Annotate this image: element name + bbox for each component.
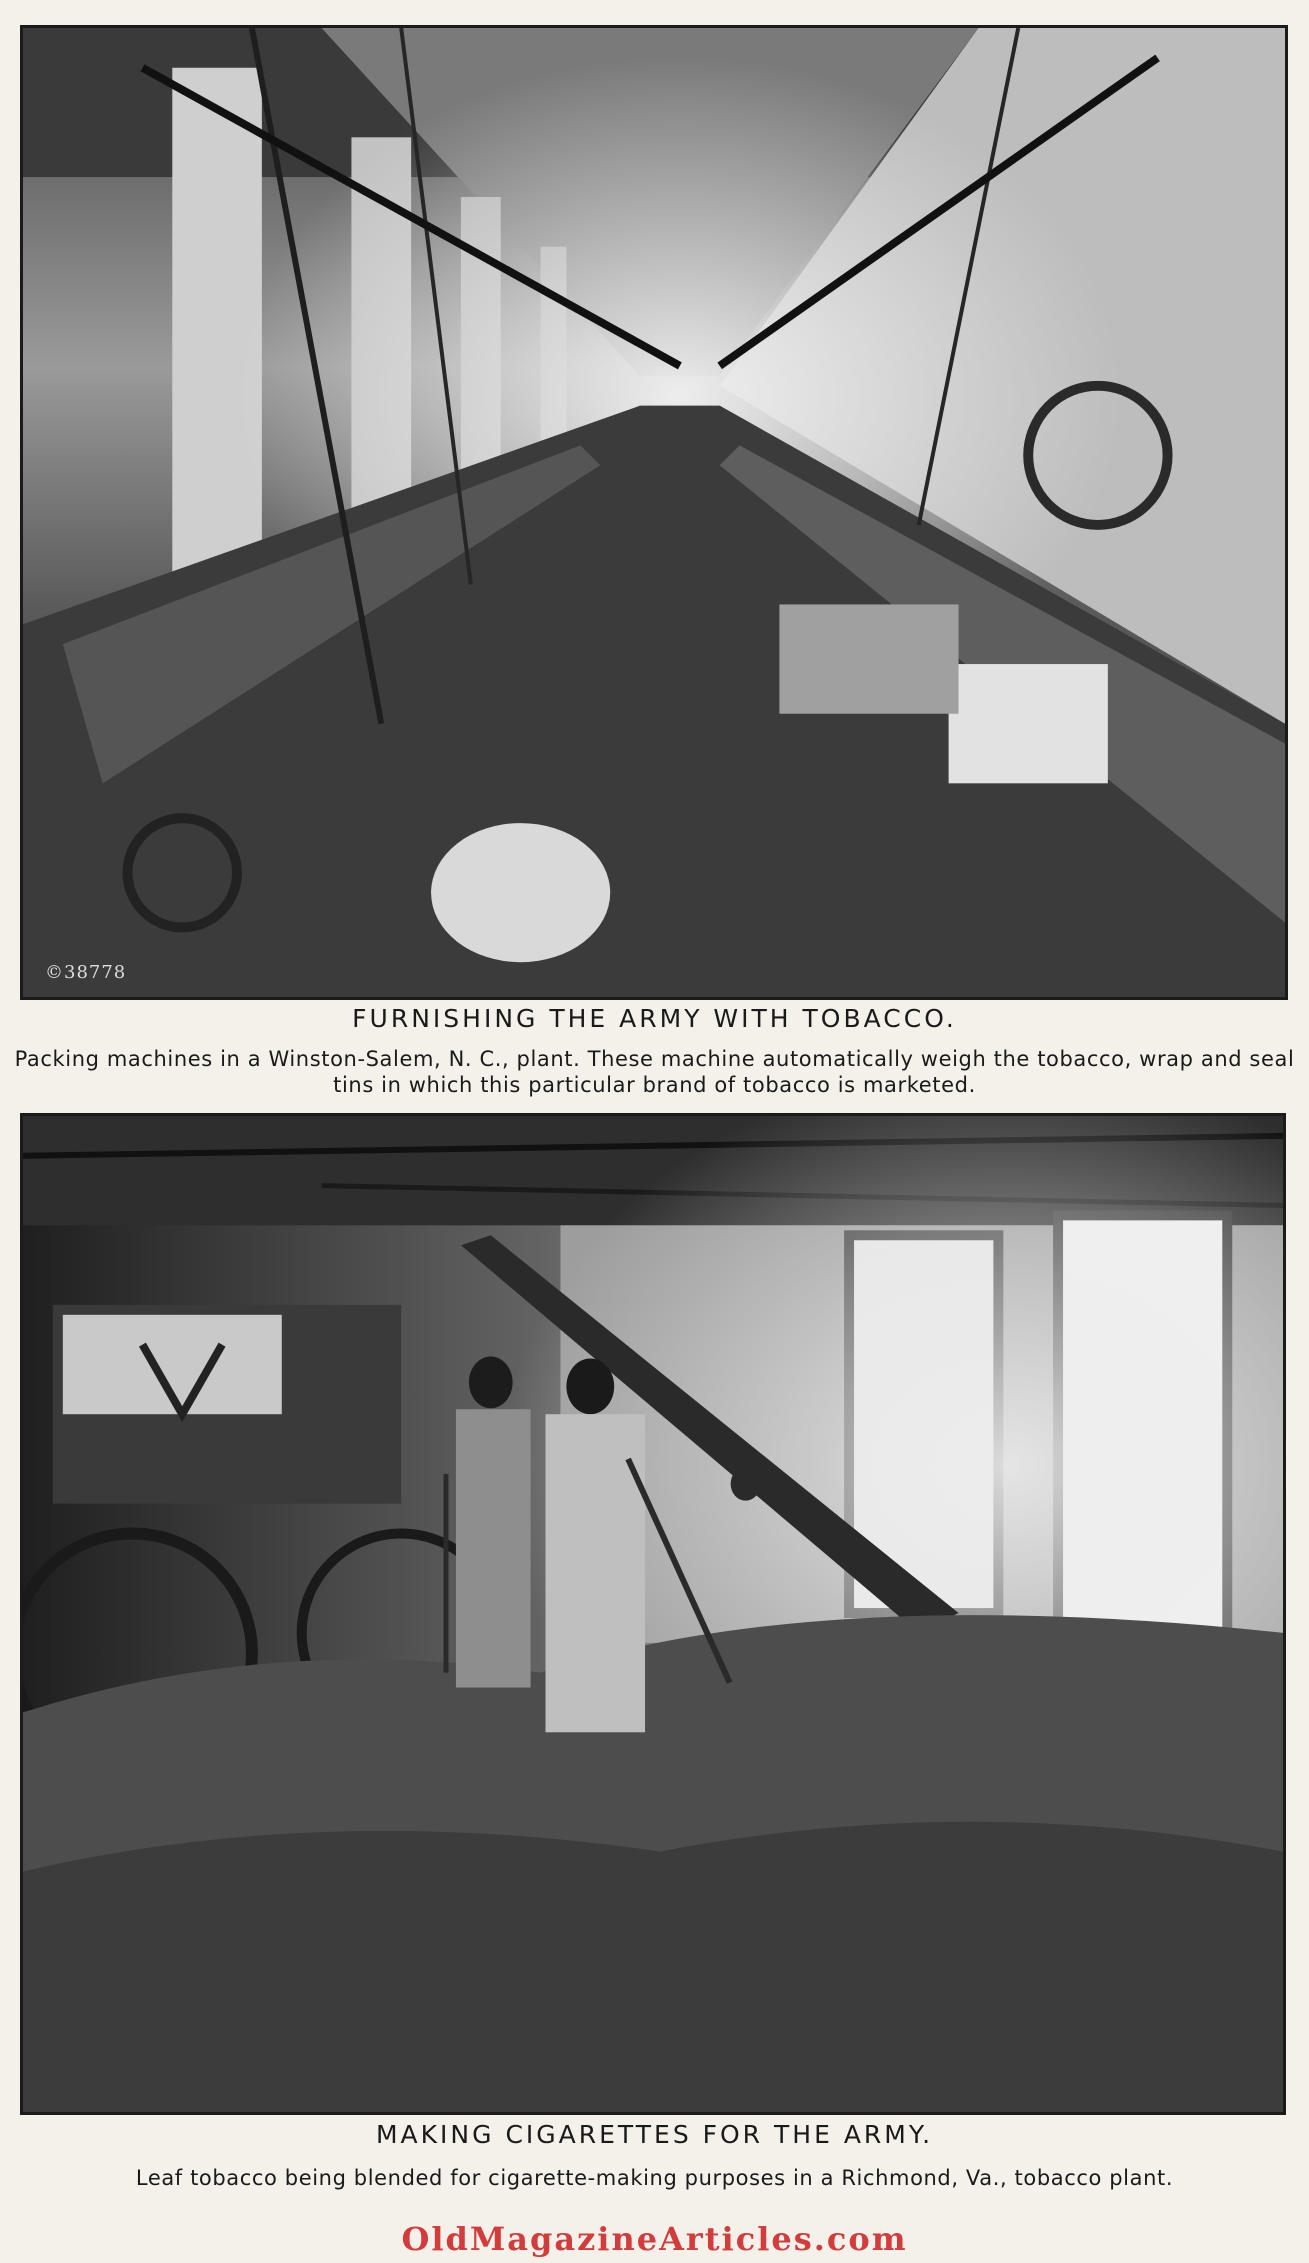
factory-machines-photo bbox=[20, 25, 1288, 1000]
photo1-caption: Packing machines in a Winston-Salem, N. C., plant. These machine automatically weigh the tobacco, wrap and seal tins in which this particular brand of tobacco is marketed. bbox=[14, 1047, 1295, 1097]
tobacco-blending-photo bbox=[20, 1113, 1286, 2115]
photo2-title: MAKING CIGARETTES FOR THE ARMY. bbox=[375, 2120, 934, 2149]
photo-number: ©38778 bbox=[45, 962, 127, 983]
photo1-title: FURNISHING THE ARMY WITH TOBACCO. bbox=[352, 1004, 957, 1033]
site-watermark: OldMagazineArticles.com bbox=[401, 2220, 908, 2258]
photo2-caption: Leaf tobacco being blended for cigarette-making purposes in a Richmond, Va., tobacco plant. bbox=[135, 2166, 1174, 2190]
